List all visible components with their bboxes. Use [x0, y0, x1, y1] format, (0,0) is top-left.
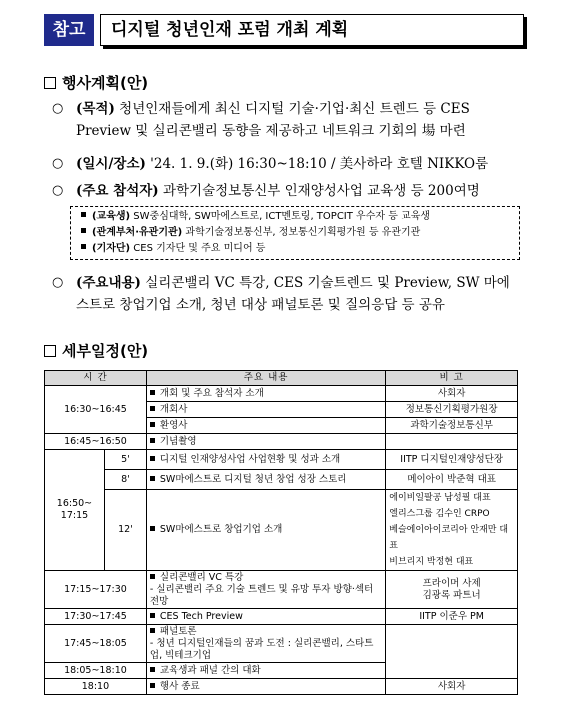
- content-cell: SW마에스트로 창업기업 소개: [146, 490, 385, 571]
- note-cell: 사회자: [386, 679, 518, 695]
- square-bullet-icon: [150, 574, 155, 579]
- table-row: [45, 386, 518, 402]
- square-bullet-icon: [81, 244, 86, 249]
- square-bullet-icon: [150, 422, 155, 427]
- square-bullet-icon: [150, 526, 155, 531]
- content-cell: 디지털 인재양성사업 사업현황 및 성과 소개: [146, 450, 385, 470]
- note-cell: [386, 434, 518, 450]
- square-bullet-icon: [150, 390, 155, 395]
- schedule-table: [44, 370, 518, 695]
- table-row: [45, 571, 518, 609]
- header-note: 비 고: [386, 371, 518, 386]
- table-row: [45, 609, 518, 625]
- header-content: 주요 내용: [146, 371, 385, 386]
- section-heading-schedule: 세부일정(안): [44, 340, 148, 361]
- square-bullet-icon: [150, 683, 155, 688]
- note-cell: 정보통신기획평가원장: [386, 402, 518, 418]
- time-cell: 16:50~ 17:15: [45, 450, 105, 571]
- time-cell: 18:10: [45, 679, 147, 695]
- note-cell: 사회자: [386, 386, 518, 402]
- note-cell: 에이비일팔공 남성필 대표 엘리스그룹 김수인 CRPO 베슬에이아이코리아 안재만 대표 비브리지 박정현 대표: [386, 490, 518, 571]
- attendee-students: (교육생) SW중심대학, SW마에스트로, ICT멘토링, TOPCIT 우수자 등 교육생: [81, 209, 430, 224]
- reference-tag: 참고: [44, 14, 94, 46]
- time-cell: 16:45~16:50: [45, 434, 147, 450]
- table-row: [45, 625, 518, 663]
- checkbox-square-icon: [44, 77, 56, 89]
- circle-bullet-icon: ○: [52, 156, 64, 171]
- time-cell: 16:30~16:45: [45, 386, 147, 434]
- square-bullet-icon: [150, 456, 155, 461]
- circle-bullet-icon: ○: [52, 275, 64, 290]
- note-cell: IITP 이준우 PM: [386, 609, 518, 625]
- item-date-place: ○ (일시/장소) '24. 1. 9.(화) 16:30~18:10 / 美사하라 호텔 NIKKO룸: [52, 153, 522, 175]
- content-cell: 패널토론 - 청년 디지털인재들의 꿈과 도전 : 실리콘밸리, 스타트업, 빅테크기업: [146, 625, 385, 663]
- content-cell: 기념촬영: [146, 434, 385, 450]
- note-cell: 프라이머 사제 김광록 파트너: [386, 571, 518, 609]
- circle-bullet-icon: ○: [52, 101, 64, 116]
- item-contents: ○ (주요내용) 실리콘밸리 VC 특강, CES 기술트렌드 및 Preview, SW 마에스트로 창업기업 소개, 청년 대상 패널토론 및 질의응답 등 공유: [52, 272, 522, 316]
- content-cell: 환영사: [146, 418, 385, 434]
- square-bullet-icon: [150, 667, 155, 672]
- table-row: [45, 679, 518, 695]
- attendee-detail-box: [70, 206, 520, 260]
- table-row: [45, 490, 518, 571]
- table-row: [45, 450, 518, 470]
- note-cell: 메이아이 박준혁 대표: [386, 470, 518, 490]
- note-cell: IITP 디지털인재양성단장: [386, 450, 518, 470]
- attendee-agencies: (관계부처·유관기관) 과학기술정보통신부, 정보통신기획평가원 등 유관기관: [81, 225, 420, 240]
- duration-cell: 5': [104, 450, 146, 470]
- square-bullet-icon: [150, 613, 155, 618]
- square-bullet-icon: [150, 406, 155, 411]
- content-cell: 실리콘밸리 VC 특강 - 실리콘밸리 주요 기술 트렌드 및 유망 투자 방향·섹터 전망: [146, 571, 385, 609]
- content-cell: 행사 종료: [146, 679, 385, 695]
- table-row: [45, 470, 518, 490]
- page-title: 디지털 청년인재 포럼 개최 계획: [100, 14, 524, 46]
- duration-cell: 12': [104, 490, 146, 571]
- header-time: 시 간: [45, 371, 147, 386]
- time-cell: 17:30~17:45: [45, 609, 147, 625]
- checkbox-square-icon: [44, 345, 56, 357]
- content-cell: CES Tech Preview: [146, 609, 385, 625]
- content-cell: SW마에스트로 디지털 청년 창업 성장 스토리: [146, 470, 385, 490]
- note-cell: [386, 625, 518, 679]
- table-row: [45, 434, 518, 450]
- time-cell: 17:45~18:05: [45, 625, 147, 663]
- time-cell: 18:05~18:10: [45, 663, 147, 679]
- table-header-row: [45, 371, 518, 386]
- content-cell: 개회사: [146, 402, 385, 418]
- duration-cell: 8': [104, 470, 146, 490]
- square-bullet-icon: [81, 212, 86, 217]
- time-cell: 17:15~17:30: [45, 571, 147, 609]
- document-header: [44, 14, 524, 46]
- section-heading-event-plan: 행사계획(안): [44, 72, 148, 93]
- square-bullet-icon: [150, 628, 155, 633]
- square-bullet-icon: [81, 228, 86, 233]
- item-purpose: ○ (목적) 청년인재들에게 최신 디지털 기술·기업·최신 트렌드 등 CES Preview 및 실리콘밸리 동향을 제공하고 네트워크 기회의 場 마련: [52, 98, 522, 142]
- attendee-press: (기자단) CES 기자단 및 주요 미디어 등: [81, 241, 265, 256]
- circle-bullet-icon: ○: [52, 183, 64, 198]
- content-cell: 개회 및 주요 참석자 소개: [146, 386, 385, 402]
- content-cell: 교육생과 패널 간의 대화: [146, 663, 385, 679]
- square-bullet-icon: [150, 438, 155, 443]
- square-bullet-icon: [150, 476, 155, 481]
- item-attendees: ○ (주요 참석자) 과학기술정보통신부 인재양성사업 교육생 등 200여명: [52, 180, 522, 202]
- note-cell: 과학기술정보통신부: [386, 418, 518, 434]
